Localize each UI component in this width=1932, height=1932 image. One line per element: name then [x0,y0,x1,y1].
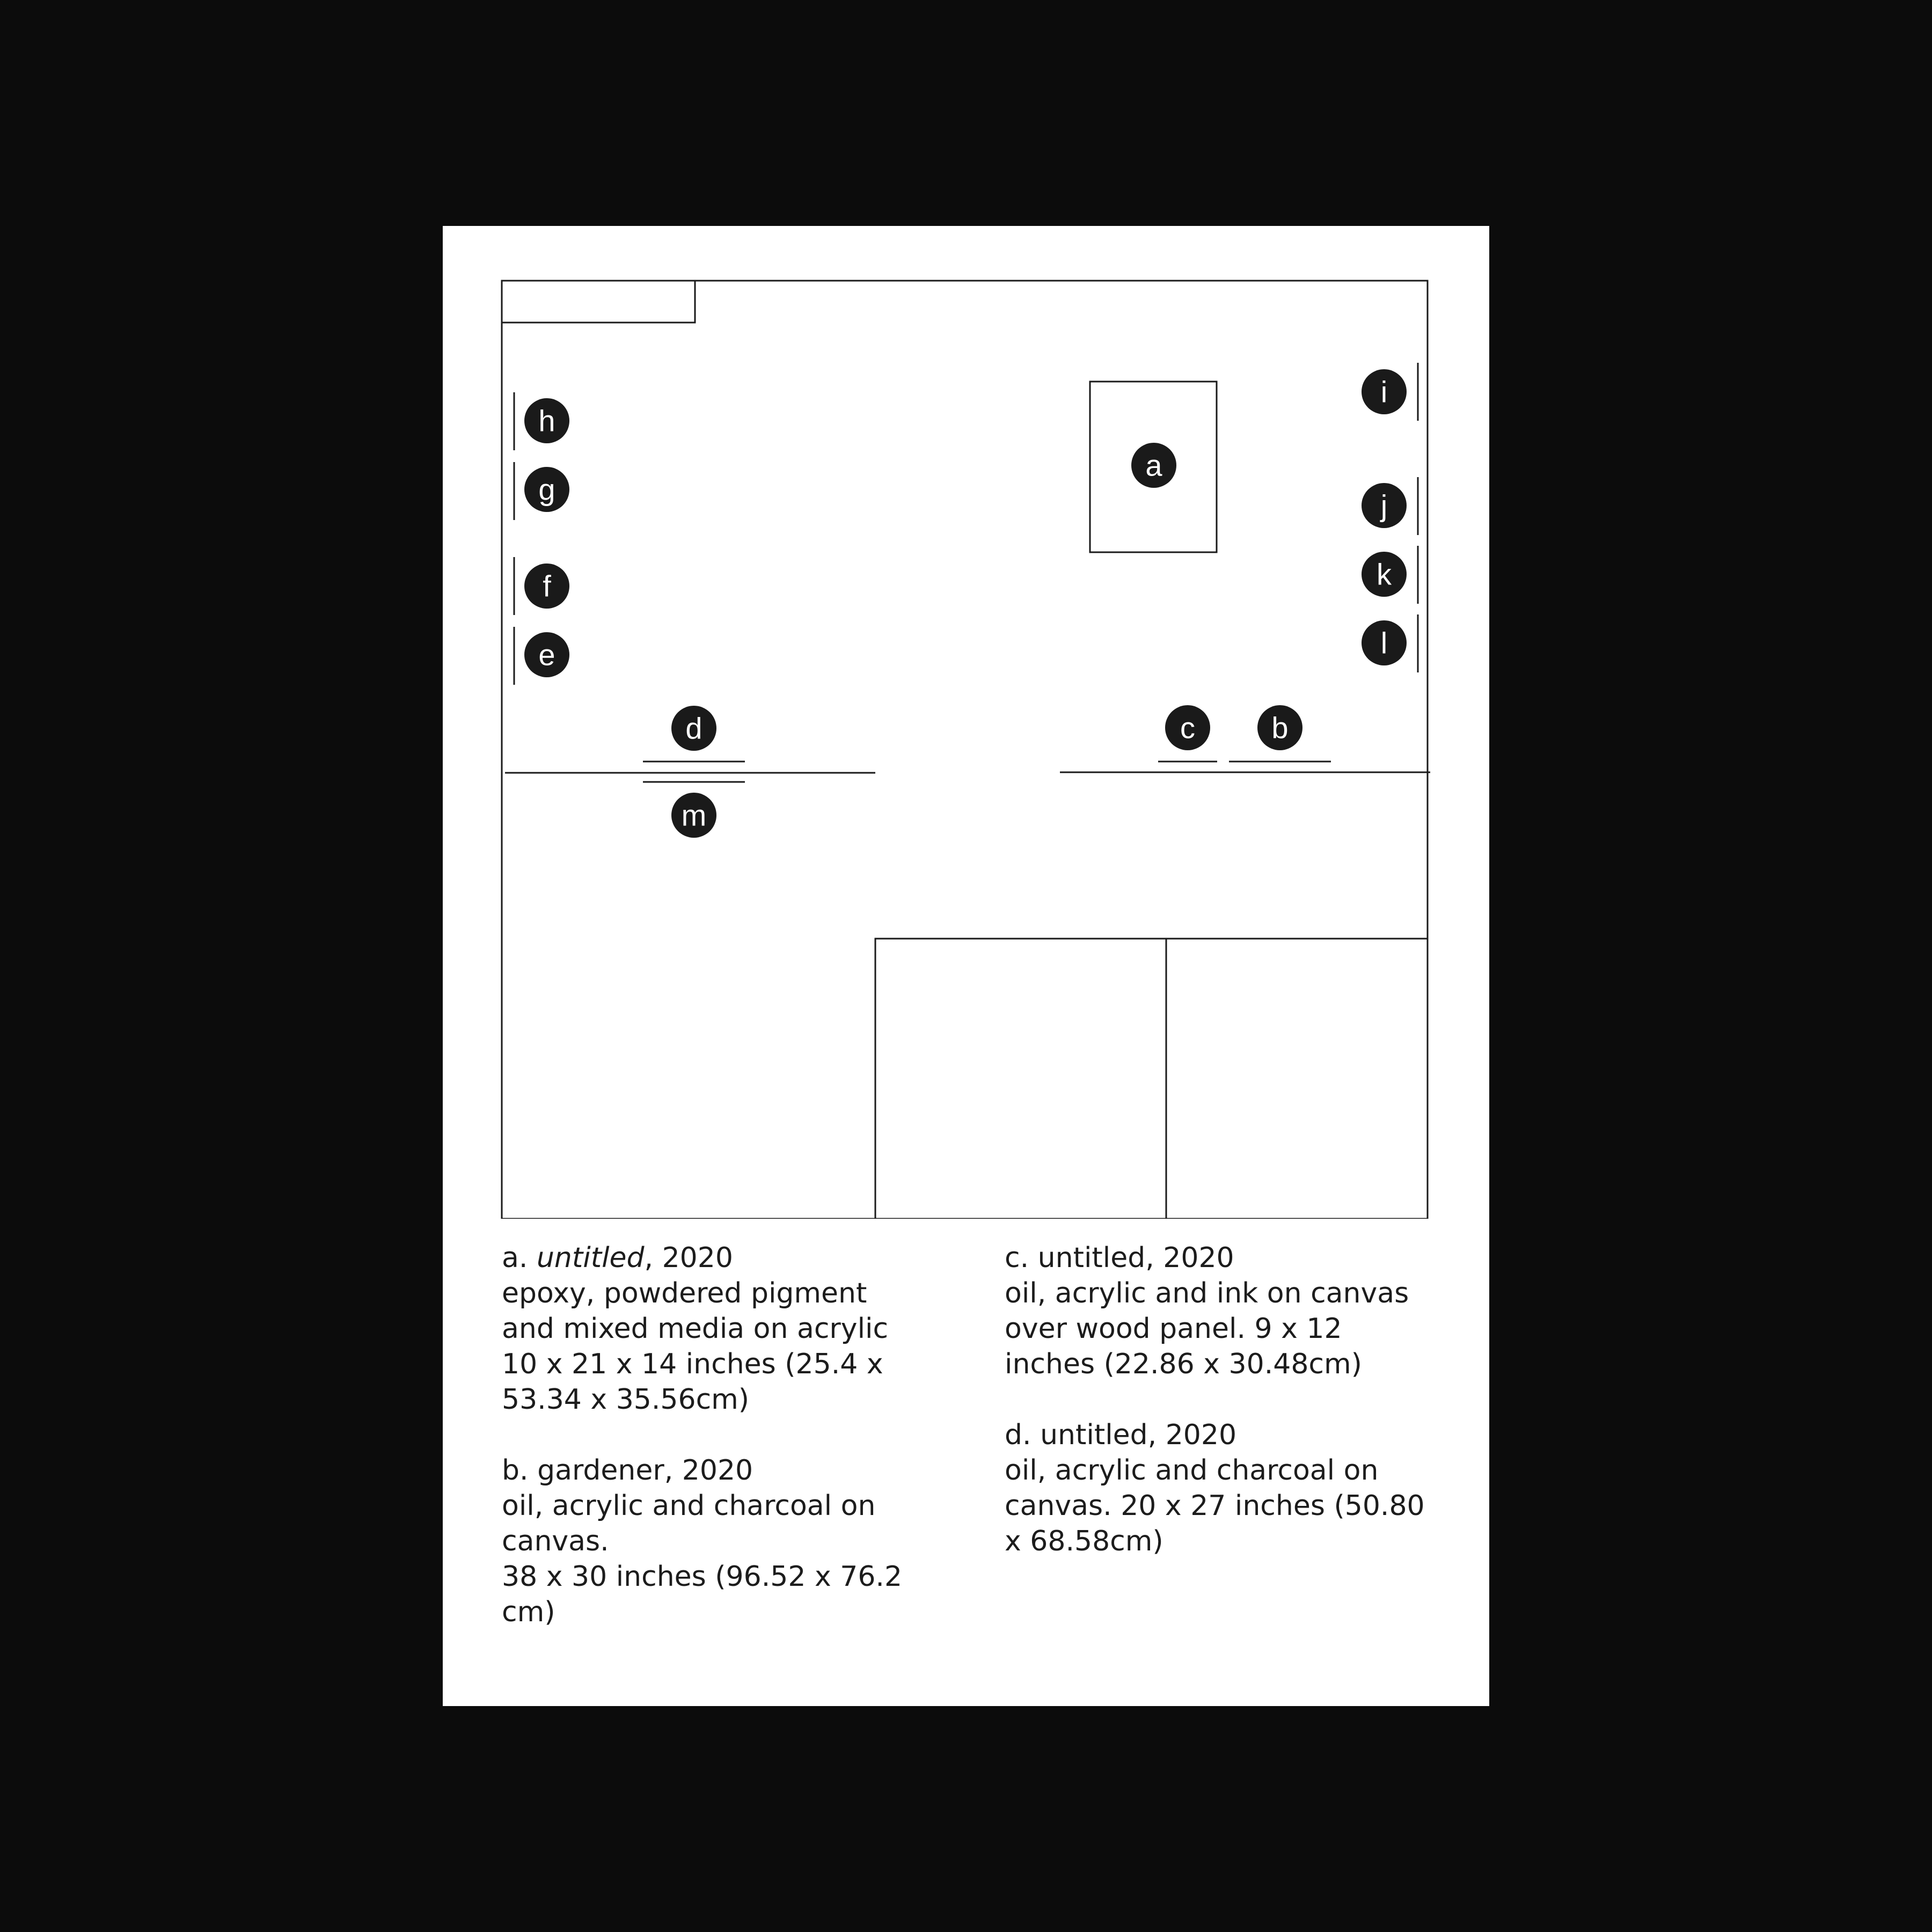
top-left-alcove [502,281,695,323]
caption-c-line: oil, acrylic and ink on canvas [1005,1277,1409,1309]
floor-plan-sheet [443,226,1489,1706]
svg-text:b: b [1271,711,1289,745]
svg-text:e: e [538,638,555,672]
caption-d [1005,1417,1466,1559]
svg-text:d: d [685,711,702,745]
caption-a-line: 10 x 21 x 14 inches (25.4 x [502,1348,883,1380]
marker-d [671,706,716,751]
svg-text:c: c [1180,711,1195,745]
caption-a [502,1240,942,1417]
svg-text:h: h [538,404,555,438]
marker-m [671,793,716,838]
svg-text:k: k [1377,557,1392,591]
marker-l [1362,620,1407,665]
caption-a-letter: a. [502,1242,528,1274]
caption-c-line: over wood panel. 9 x 12 [1005,1313,1342,1345]
caption-c-heading: c. untitled, 2020 [1005,1242,1234,1274]
caption-d-heading: d. untitled, 2020 [1005,1419,1237,1451]
svg-text:g: g [538,472,555,507]
caption-a-line: epoxy, powdered pigment [502,1277,867,1309]
marker-j [1362,483,1407,528]
caption-b-line: canvas. [502,1525,609,1557]
marker-g [524,467,569,512]
marker-h [524,398,569,443]
caption-d-line: oil, acrylic and charcoal on [1005,1454,1379,1487]
svg-text:j: j [1380,488,1388,523]
gallery-floor-plan [443,226,1489,1219]
marker-a [1131,443,1176,488]
caption-d-line: x 68.58cm) [1005,1525,1163,1557]
bottom-room-walls [875,939,1428,1219]
marker-i [1362,369,1407,414]
marker-k [1362,552,1407,597]
caption-b-line: 38 x 30 inches (96.52 x 76.2 [502,1561,903,1593]
svg-text:a: a [1145,448,1162,482]
svg-text:i: i [1380,375,1388,409]
caption-b-heading: b. gardener, 2020 [502,1454,753,1487]
caption-a-title: untitled [536,1242,645,1274]
marker-b [1257,705,1302,750]
caption-a-year: , 2020 [644,1242,733,1274]
svg-text:l: l [1380,626,1388,660]
caption-c-line: inches (22.86 x 30.48cm) [1005,1348,1362,1380]
outer-wall [502,281,1428,1219]
caption-b-line: oil, acrylic and charcoal on [502,1490,876,1522]
caption-b-line: cm) [502,1596,555,1628]
captions-left-column [502,1240,942,1665]
captions-right-column [1005,1240,1466,1594]
caption-a-heading [502,1240,942,1276]
caption-a-line: and mixed media on acrylic [502,1313,889,1345]
svg-text:f: f [543,569,551,603]
caption-a-line: 53.34 x 35.56cm) [502,1384,750,1416]
svg-text:m: m [681,798,707,832]
marker-c [1165,705,1210,750]
marker-f [524,564,569,609]
caption-b [502,1453,942,1630]
caption-d-line: canvas. 20 x 27 inches (50.80 [1005,1490,1425,1522]
marker-e [524,632,569,677]
caption-c [1005,1240,1466,1382]
